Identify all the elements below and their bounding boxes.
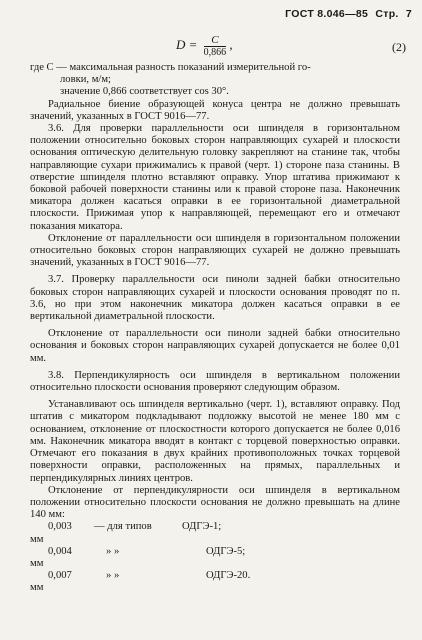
tolerance-value: 0,003 мм — [30, 521, 72, 545]
paragraph-deviation-2: Отклонение от параллельности оси пиноли задней бабки относительно основания и боковых сторон направляющих сухарей допускается не более 0,01 мм. — [30, 328, 400, 364]
tolerance-row — [30, 546, 400, 570]
where-line-2: ловки, м/м; — [60, 74, 111, 86]
equation-number: (2) — [392, 40, 406, 54]
paragraph-deviation-3: Отклонение от перпендикулярности оси шпинделя в вертикальном положении относительно плоскости основания не должно превышать на длине 140 мм: — [30, 484, 400, 521]
tolerance-separator: » » — [106, 545, 120, 557]
tolerance-row — [30, 570, 400, 594]
paragraph-deviation-1: Отклонение от параллельности оси шпинделя в горизонтальном положении относительно боковых сторон направляющих сухарей не должно превышать значений, указанных в ГОСТ 9016—77. — [30, 232, 400, 269]
formula-lhs: D = — [176, 36, 198, 52]
body-text — [30, 62, 400, 595]
paragraph-radial-runout: Радиальное биение образующей конуса центра не должно превышать значений, указанных в ГОСТ 9016—77. — [30, 98, 400, 122]
paragraph-3-6: 3.6. Для проверки параллельности оси шпинделя в горизонтальном положении относительно боковых сторон направляющих сухарей и плоскости основания оптическую делительную головку закрепляют на станине так, чтобы направляющие сухари прижимались к правой (черт. 1) стороне паза станины. В отверстие шпинделя плотно вставляют оправку. Упор штатива прижимают к боковой рабочей поверхности станины или к правой стороне паза. Наконечник микатора должен касаться оправки в ее горизонтальной диаметральной плоскости. Прижимая упор к направляющей, перемещают его и отмечают показания микатора. — [30, 123, 400, 232]
formula-tail: , — [229, 36, 233, 52]
tolerance-separator: — для типов — [94, 521, 152, 533]
paragraph-3-7: 3.7. Проверку параллельности оси пиноли задней бабки относительно боковых сторон направляющих сухарей и плоскости основания проводят по п. 3.6, но при этом наконечник микатора должен касаться оправки в ее вертикальной диаметральной плоскости. — [30, 274, 400, 323]
tolerance-list — [30, 521, 400, 594]
tolerance-type: ОДГЭ-1; — [182, 521, 222, 533]
tolerance-value: 0,004 мм — [30, 545, 72, 569]
where-line-1: где C — максимальная разность показаний измерительной го- — [30, 62, 311, 73]
formula-2 — [176, 34, 233, 58]
tolerance-type: ОДГЭ-5; — [206, 545, 246, 557]
formula-fraction — [204, 34, 227, 58]
tolerance-row — [30, 521, 400, 545]
page-number: 7 — [405, 8, 412, 20]
paragraph-installation: Устанавливают ось шпинделя вертикально (черт. 1), вставляют оправку. Под штатив с микатором подкладывают подложку высотой не менее 180 мм с основанием, отклонение от плоскостности которого допускается не более 0,016 мм. Наконечник микатора вводят в контакт с торцевой поверхностью оправки. Отмечают его показания в двух крайних противоположных точках торцевой поверхности оправки, расположенных на прямых, параллельных и перпендикулярных линиях центров. — [30, 399, 400, 484]
standard-code: ГОСТ 8.046—85 — [285, 8, 369, 20]
tolerance-value: 0,007 мм — [30, 570, 72, 594]
page-label: Стр. — [375, 8, 399, 20]
where-line-3: значение 0,866 соответствует cos 30°. — [60, 86, 229, 98]
formula-denominator: 0,866 — [203, 47, 227, 58]
tolerance-separator: » » — [106, 570, 120, 582]
page-header — [281, 8, 412, 20]
formula-numerator: C — [204, 34, 227, 47]
paragraph-3-8: 3.8. Перпендикулярность оси шпинделя в вертикальном положении относительно плоскости основания проверяют следующим образом. — [30, 369, 400, 394]
tolerance-type: ОДГЭ-20. — [206, 570, 251, 582]
